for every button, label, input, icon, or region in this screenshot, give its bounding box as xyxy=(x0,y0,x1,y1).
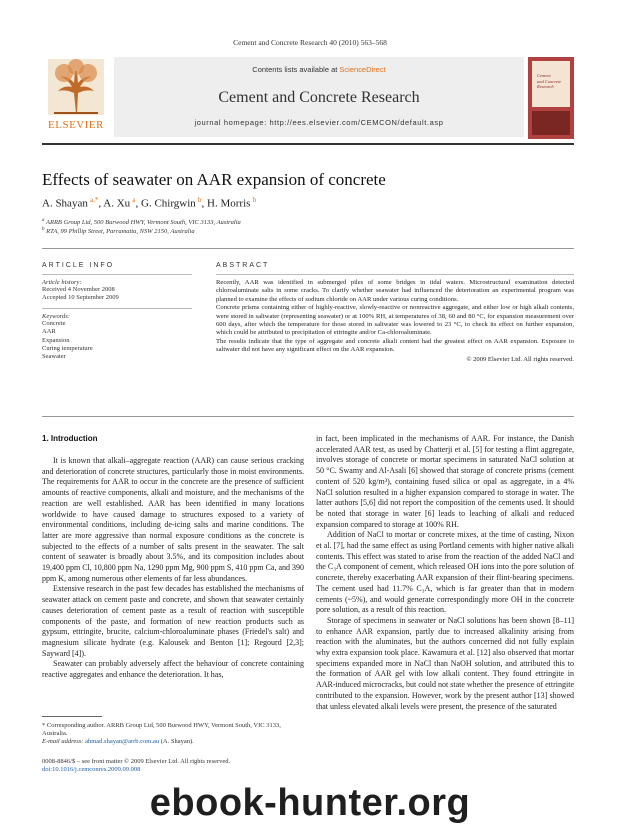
body-paragraph: Addition of NaCl to mortar or concrete mixes, at the time of casting, Nixon et al. [7], had the same effect as using Portland cements with higher native alkali contents. This effect was stated to arise from the reaction of the added NaCl and the C₃A component of cement, which released OH ions into the pore solution of concrete, thereby exacerbating AAR expansion of their flint-bearing specimens. The cement used had 11.7% C₃A, which is far greater than that in modern cements (~5%), and would generate correspondingly more OH in the concrete pore solution, as a result of this reaction. xyxy=(316,530,574,615)
cover-line: Cement xyxy=(537,73,551,78)
affiliation xyxy=(42,227,195,235)
abstract-paragraph: Concrete prisms containing either of highly-reactive, slowly-reactive or nonreactive aggregate, and either low or high alkali contents, were stored in saltwater (representing seawater) or at 100% RH, at temperatures of 38, 60 and 80 °C, for expansion measurement over 600 days, after which the temperature for those stored in saltwater was lowered to 23 °C, to check its effect on further expansion, which could be attributed to precipitation of ettringite and/or Ca-chloroaluminate. xyxy=(216,304,574,337)
copyright-notice: © 2009 Elsevier Ltd. All rights reserved. xyxy=(466,355,574,363)
section-divider xyxy=(42,248,574,249)
journal-homepage[interactable]: journal homepage: http://ees.elsevier.com/CEMCON/default.asp xyxy=(194,118,444,127)
issn-line: 0008-8846/$ – see front matter © 2009 Elsevier Ltd. All rights reserved. xyxy=(42,758,231,765)
elsevier-logo[interactable] xyxy=(42,57,110,137)
author-marks[interactable]: a xyxy=(132,196,136,204)
author-marks[interactable]: b xyxy=(252,196,257,204)
doi-link[interactable]: doi:10.1016/j.cemconres.2009.09.008 xyxy=(42,766,141,773)
body-paragraph: in fact, been implicated in the mechanisms of AAR. For instance, the Danish accelerated AAR test, as used by Chatterji et al. [5] for testing a flint aggregate, involves storage of concrete or mortar specimens in saturated NaCl solution at 50 °C. Swamy and Al-Asali [6] showed that storage of concrete prisms (cement content of 520 kg/m³), containing fused silica or opal as aggregate, in a 4% NaCl solution resulted in a higher expansion compared to storage in water. The latter authors [5,6] did not report the composition of the cements used. It should be noted that storage in water [6] leads to leaching of alkali and reduced expansion compared to storage at 100% RH. xyxy=(316,434,574,529)
abstract-paragraph: Recently, AAR was identified in submerged piles of some bridges in tidal waters. Microstructural examination detected chloroaluminate salts in some cracks. To clarify whether seawater had influenced the deterioration an experimental program was planned to examine the effects of sodium chloride on AAR under various curing conditions. xyxy=(216,279,574,303)
affiliation-mark: b xyxy=(42,227,45,232)
cover-photo xyxy=(532,111,570,135)
keyword: Concrete xyxy=(42,319,66,327)
email-link[interactable]: ahmad.shayan@arrb.com.au xyxy=(85,738,160,745)
sciencedirect-link[interactable]: ScienceDirect xyxy=(339,65,386,74)
watermark-text: ebook-hunter.org xyxy=(149,782,471,824)
author-list xyxy=(42,196,256,210)
section-heading: 1. Introduction xyxy=(42,434,98,443)
cover-line: Research xyxy=(537,84,554,89)
history-item: Received 4 November 2008 xyxy=(42,286,115,293)
abstract-heading: ABSTRACT xyxy=(216,262,270,269)
abstract-panel xyxy=(216,262,574,363)
affiliation-mark: a xyxy=(42,218,45,223)
elsevier-wordmark: ELSEVIER xyxy=(48,119,104,131)
contents-line xyxy=(114,65,524,74)
article-title: Effects of seawater on AAR expansion of concrete xyxy=(42,170,386,189)
journal-title: Cement and Concrete Research xyxy=(218,89,420,106)
journal-masthead xyxy=(42,57,574,140)
journal-banner xyxy=(114,57,524,137)
author-marks[interactable]: a,* xyxy=(90,196,99,204)
body-paragraph: Seawater can probably adversely affect the behaviour of concrete containing reactive aggregates and enhance the deterioration. It has, xyxy=(42,659,304,680)
article-info-heading: ARTICLE INFO xyxy=(42,262,115,269)
affiliation-text: RTA, 99 Phillip Street, Parramatta, NSW 2150, Australia xyxy=(46,228,195,236)
footnote-divider xyxy=(42,716,102,717)
journal-citation: Cement and Concrete Research 40 (2010) 563–568 xyxy=(233,38,387,47)
body-column-left xyxy=(42,456,304,681)
cover-panel xyxy=(532,61,570,107)
body-paragraph: It is known that alkali–aggregate reaction (AAR) can cause serious cracking and deterioration of concrete structures, particularly those in moist environments. The requirements for AAR to occur in the concrete are the presence of sufficient amounts of reactive components, alkali and moisture, and the mechanisms of the reaction are well established. AAR has been identified in many locations worldwide to have caused damage to structures exposed to a variety of environmental conditions, including de-icing salts and marine conditions. The latter are more aggressive than normal exposure conditions as the concrete is subjected to the effects of a number of salts present in the seawater. The salt content of seawater is broadly about 3.5%, and its composition includes about 19,400 ppm Cl, 10,800 ppm Na, 1290 ppm Mg, 900 ppm S, 410 ppm Ca, and 390 ppm K, among numerous other elements of far less abundances. xyxy=(42,456,304,583)
elsevier-tree-icon xyxy=(48,59,104,115)
email-label: E-mail address: xyxy=(42,738,86,745)
author-name[interactable]: H. Morris xyxy=(207,197,251,210)
info-divider xyxy=(42,274,192,275)
affiliation-text: ARRB Group Ltd, 500 Burwood HWY, Vermont South, VIC 3133, Australia xyxy=(46,219,241,227)
keyword: Curing temperature xyxy=(42,345,93,353)
author-separator: , xyxy=(201,197,208,210)
keywords-label: Keywords: xyxy=(42,312,70,320)
author-separator: , xyxy=(135,197,141,210)
footnote xyxy=(42,722,304,746)
body-paragraph: Storage of specimens in seawater or NaCl solutions has been shown [8–11] to enhance AAR expansion, partly due to increased alkalinity arising from reaction with the aluminates, but the authors concerned did not fully explain why extra expansion took place. Kawamura et al. [12] also observed that mortar specimens expanded more in NaCl than NaOH solution, and attributed this to the formation of AAR gel with low alkali content. They found ettringite in AAR-induced microcracks, but could not state whether the presence of ettringite contributed to the expansion. However, work by the present author [13] showed that unless elevated alkali levels were present, the presence of the saturated xyxy=(316,615,574,711)
history-label: Article history: xyxy=(42,279,82,286)
body-column-right xyxy=(316,434,574,712)
cover-line: and Concrete xyxy=(537,78,562,84)
keyword: Expansion xyxy=(42,336,70,344)
author-name[interactable]: A. Xu xyxy=(103,197,131,210)
history-item: Accepted 10 September 2009 xyxy=(42,294,119,302)
author-name[interactable]: A. Shayan xyxy=(42,197,88,210)
contents-prefix: Contents lists available at xyxy=(252,65,340,74)
body-paragraph: Extensive research in the past few decades has established the mechanisms of seawater attack on cement paste and concrete, and shown that seawater certainly causes deterioration of cement paste as a result of reaction with susceptible components of the paste, and formation of new reaction products such as gypsum, ettringite, brucite, calcium-chloroaluminate phases (Friedel's salt) and magnesium silicate hydrate (e.g. Kalousek and Benton [1]; Regourd [2,3]; Sayward [4]). xyxy=(42,584,304,658)
journal-cover-image[interactable] xyxy=(528,57,574,139)
author-marks[interactable]: b xyxy=(198,196,202,204)
author-name[interactable]: G. Chirgwin xyxy=(141,197,196,210)
email-suffix: (A. Shayan). xyxy=(159,738,194,745)
section-divider xyxy=(42,416,574,417)
abstract-divider xyxy=(216,274,574,275)
info-divider xyxy=(42,308,192,309)
publication-meta xyxy=(42,758,230,774)
cover-title xyxy=(537,73,561,90)
article-info-panel xyxy=(42,262,192,362)
keyword: AAR xyxy=(42,328,56,336)
affiliation xyxy=(42,218,241,226)
abstract-paragraph: The results indicate that the type of aggregate and concrete alkali content had the greatest effect on AAR expansion. Exposure to saltwater did not have any significant effect on the AAR expansion. xyxy=(216,337,574,354)
email-line xyxy=(42,738,304,746)
keyword: Seawater xyxy=(42,353,66,361)
author-separator: , xyxy=(98,197,104,210)
header-divider xyxy=(42,143,574,145)
corresponding-author-note: * Corresponding author. ARRB Group Ltd, 500 Burwood HWY, Vermont South, VIC 3133, Australia. xyxy=(42,722,281,737)
